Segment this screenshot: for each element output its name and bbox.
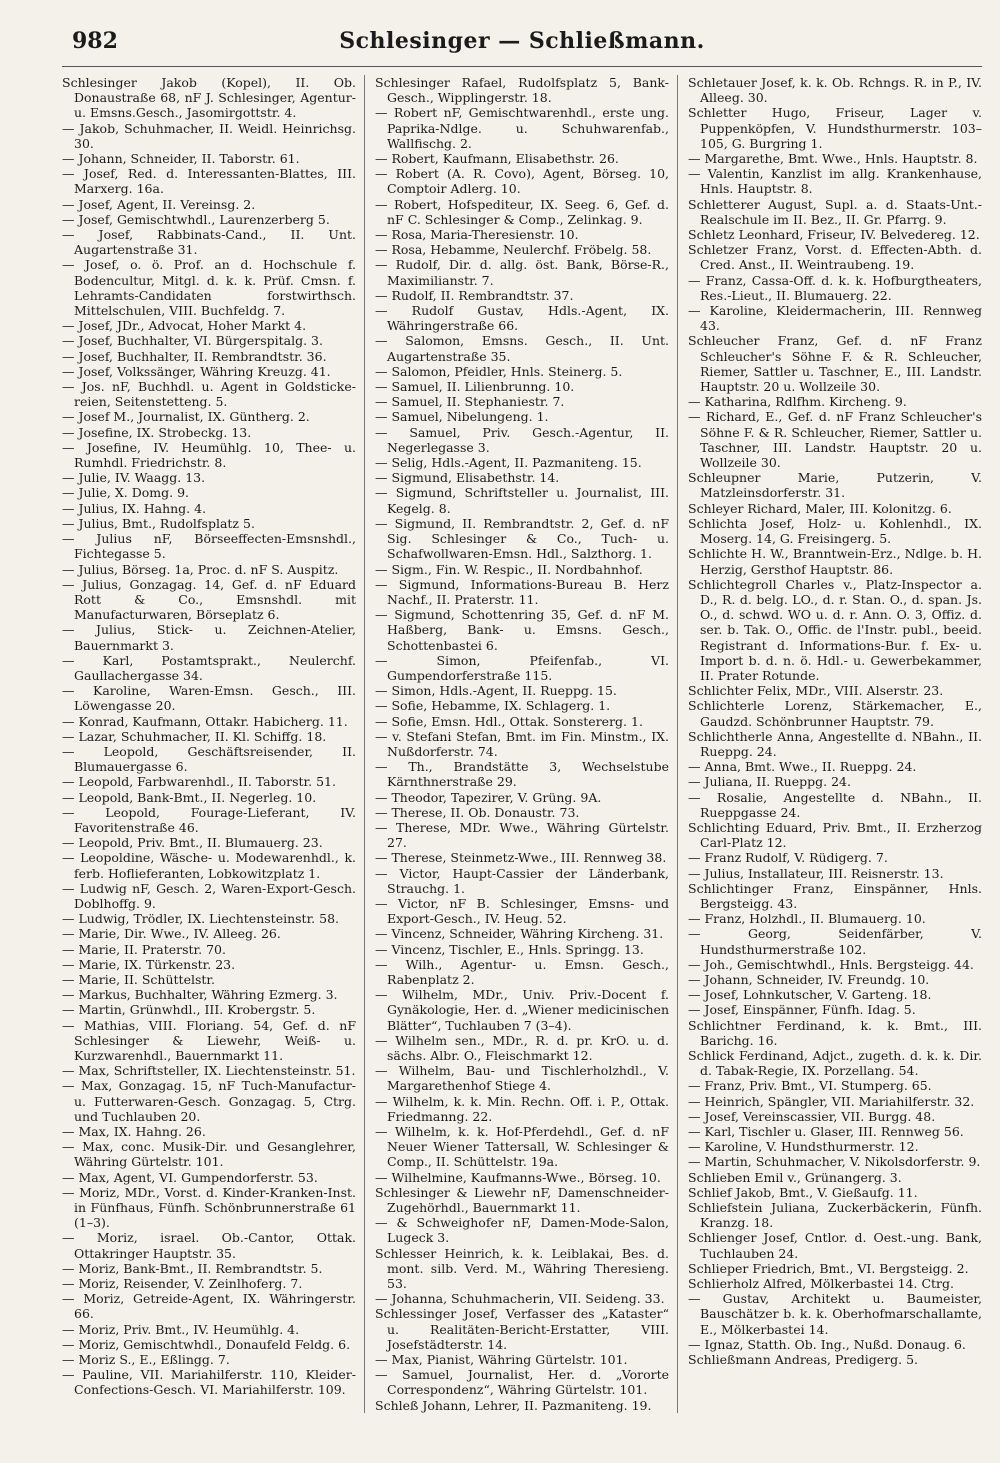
directory-entry: — Anna, Bmt. Wwe., II. Rueppg. 24. bbox=[688, 759, 917, 775]
directory-entry: — Josef, Agent, II. Vereinsg. 2. bbox=[62, 196, 256, 212]
directory-entry: — Karoline, Kleidermacherin, III. Rennweg 43. bbox=[688, 303, 982, 334]
directory-entry: — Franz, Holzhdl., II. Blumauerg. 10. bbox=[688, 911, 926, 927]
directory-entry: — Josef, o. ö. Prof. an d. Hochschule f. Bodencultur, Mitgl. d. k. k. Prüf. Cmsn. f. Lehramts-Candidaten forstwirthsch. Mittelschulen, VIII. Buchfeldg. 7. bbox=[62, 257, 356, 319]
directory-entry: — Josefine, IV. Heumühlg. 10, Thee- u. Rumhdl. Friedrichstr. 8. bbox=[62, 439, 356, 471]
directory-entry: Schlieben Emil v., Grünangerg. 3. bbox=[688, 1169, 902, 1185]
directory-entry: — Max, Pianist, Währing Gürtelstr. 101. bbox=[375, 1352, 628, 1368]
directory-entry: Schlichtinger Franz, Einspänner, Hnls. Bergsteigg. 43. bbox=[688, 880, 982, 911]
directory-entry: — Karl, Postamtsprakt., Neulerchf. Gaullachergasse 34. bbox=[62, 652, 356, 683]
directory-entry: — Josef, Buchhalter, VI. Bürgerspitalg. 3. bbox=[62, 333, 323, 349]
directory-entry: — Gustav, Architekt u. Baumeister, Bauschätzer b. k. k. Oberhofmarschallamte, E., Mölkerbastei 14. bbox=[688, 1291, 982, 1337]
directory-entry: — Josef, Rabbinats-Cand., II. Unt. Augartenstraße 31. bbox=[62, 227, 356, 258]
directory-entry: — Moriz, Reisender, V. Zeinlhoferg. 7. bbox=[62, 1276, 303, 1292]
directory-entry: — Wilhelm sen., MDr., R. d. pr. KrO. u. d. sächs. Albr. O., Fleischmarkt 12. bbox=[375, 1032, 669, 1063]
directory-entry: — Martin, Schuhmacher, V. Nikolsdorferstr. 9. bbox=[688, 1154, 981, 1170]
directory-entry: — Ludwig, Trödler, IX. Liechtensteinstr. 58. bbox=[62, 911, 340, 927]
directory-entry: — Sigmund, II. Rembrandtstr. 2, Gef. d. nF Sig. Schlesinger & Co., Tuch- u. Schafwollwaren-Emsn. Hdl., Salzthorg. 1. bbox=[375, 515, 669, 562]
directory-entry: — Leopold, Priv. Bmt., II. Blumauerg. 23. bbox=[62, 835, 323, 851]
directory-entry: — Robert nF, Gemischtwarenhdl., erste ung. Paprika-Ndlge. u. Schuhwarenfab., Wallfischg. 2. bbox=[375, 105, 669, 151]
directory-entry: Schliefstein Juliana, Zuckerbäckerin, Fünfh. Kranzg. 18. bbox=[688, 1200, 982, 1231]
directory-entry: — Vincenz, Tischler, E., Hnls. Springg. 13. bbox=[375, 941, 644, 957]
directory-entry: — Josef, Volkssänger, Währing Kreuzg. 41. bbox=[62, 363, 331, 379]
directory-entry: Schlichte H. W., Branntwein-Erz., Ndlge. b. H. Herzig, Gersthof Hauptstr. 86. bbox=[688, 546, 982, 577]
directory-entry: — Max, conc. Musik-Dir. und Gesanglehrer, Währing Gürtelstr. 101. bbox=[62, 1139, 356, 1170]
directory-entry: — Mathias, VIII. Floriang. 54, Gef. d. nF Schlesinger & Liewehr, Weiß- u. Kurzwarenhdl., Bauernmarkt 11. bbox=[62, 1017, 356, 1063]
directory-entry: Schleyer Richard, Maler, III. Kolonitzg. 6. bbox=[688, 500, 952, 516]
directory-entry: — Ludwig nF, Gesch. 2, Waren-Export-Gesch. Doblhoffg. 9. bbox=[62, 880, 356, 911]
directory-entry: — Lazar, Schuhmacher, II. Kl. Schiffg. 18. bbox=[62, 728, 327, 744]
directory-entry: — Rudolf, II. Rembrandtstr. 37. bbox=[375, 287, 574, 303]
directory-entry: — Josef, Einspänner, Fünfh. Idag. 5. bbox=[688, 1002, 916, 1018]
directory-entry: — Martin, Grünwhdl., III. Krobergstr. 5. bbox=[62, 1002, 316, 1018]
directory-entry: — Sigmund, Informations-Bureau B. Herz Nachf., II. Praterstr. 11. bbox=[375, 576, 669, 607]
directory-entry: — Johann, Schneider, II. Taborstr. 61. bbox=[62, 151, 300, 167]
directory-entry: — Th., Brandstätte 3, Wechselstube Kärnthnerstraße 29. bbox=[375, 759, 669, 790]
directory-entry: — Robert (A. R. Covo), Agent, Börseg. 10, Comptoir Adlerg. 10. bbox=[375, 166, 669, 197]
directory-entry: — Margarethe, Bmt. Wwe., Hnls. Hauptstr. 8. bbox=[688, 151, 978, 167]
directory-entry: — Rosalie, Angestellte d. NBahn., II. Rueppgasse 24. bbox=[688, 789, 982, 820]
directory-entry: — Ignaz, Statth. Ob. Ing., Nußd. Donaug. 6. bbox=[688, 1336, 966, 1352]
directory-entry: Schlienger Josef, Cntlor. d. Oest.-ung. Bank, Tuchlauben 24. bbox=[688, 1230, 982, 1261]
directory-entry: — Josef, JDr., Advocat, Hoher Markt 4. bbox=[62, 318, 307, 334]
directory-entry: — Samuel, Nibelungeng. 1. bbox=[375, 409, 549, 425]
directory-entry: Schlichtner Ferdinand, k. k. Bmt., III. Barichg. 16. bbox=[688, 1017, 982, 1048]
directory-entry: — Franz, Cassa-Off. d. k. k. Hofburgtheaters, Res.-Lieut., II. Blumauerg. 22. bbox=[688, 272, 982, 303]
directory-entry: — Josef, Gemischtwhdl., Laurenzerberg 5. bbox=[62, 211, 330, 227]
directory-entry: — Rosa, Maria-Theresienstr. 10. bbox=[375, 227, 579, 243]
running-head: Schlesinger — Schließmann. bbox=[339, 28, 705, 54]
directory-entry: — & Schweighofer nF, Damen-Mode-Salon, Lugeck 3. bbox=[375, 1215, 669, 1246]
directory-entry: Schleucher Franz, Gef. d. nF Franz Schleucher's Söhne F. & R. Schleucher, Riemer, Sattler u. Taschner, E., III. Landstr. Hauptstr. 20 u. Wollzeile 30. bbox=[688, 333, 982, 395]
directory-entry: — Wilhelm, k. k. Min. Rechn. Off. i. P., Ottak. Friedmanng. 22. bbox=[375, 1093, 669, 1124]
directory-entry: — Wilhelm, k. k. Hof-Pferdehdl., Gef. d. nF Neuer Wiener Tattersall, W. Schlesinger & Comp., II. Schüttelstr. 19a. bbox=[375, 1124, 669, 1170]
directory-entry: Schlichting Eduard, Priv. Bmt., II. Erzherzog Carl-Platz 12. bbox=[688, 819, 982, 851]
directory-entry: — Georg, Seidenfärber, V. Hundsthurmerstraße 102. bbox=[688, 926, 982, 957]
directory-entry: — Salomon, Emsns. Gesch., II. Unt. Augartenstraße 35. bbox=[375, 333, 669, 364]
directory-entry: — Max, Agent, VI. Gumpendorferstr. 53. bbox=[62, 1169, 318, 1185]
directory-entry: — Salomon, Pfeidler, Hnls. Steinerg. 5. bbox=[375, 363, 623, 379]
column-middle bbox=[375, 75, 678, 1413]
directory-entry: — Samuel, II. Stephaniestr. 7. bbox=[375, 394, 565, 410]
directory-entry: — Rudolf, Dir. d. allg. öst. Bank, Börse-R., Maximilianstr. 7. bbox=[375, 257, 669, 288]
directory-entry: — Leopold, Farbwarenhdl., II. Taborstr. 51. bbox=[62, 774, 336, 790]
columns bbox=[62, 75, 982, 1413]
directory-entry: — Josef, Red. d. Interessanten-Blattes, III. Marxerg. 16a. bbox=[62, 166, 356, 197]
directory-entry: — Wilhelm, Bau- und Tischlerholzhdl., V. Margarethenhof Stiege 4. bbox=[375, 1063, 669, 1094]
directory-entry: — Julius, Stick- u. Zeichnen-Atelier, Bauernmarkt 3. bbox=[62, 622, 356, 653]
directory-entry: — Karoline, Waren-Emsn. Gesch., III. Löwengasse 20. bbox=[62, 683, 356, 714]
directory-entry: — Jakob, Schuhmacher, II. Weidl. Heinrichsg. 30. bbox=[62, 120, 356, 151]
directory-entry: — Joh., Gemischtwhdl., Hnls. Bergsteigg. 44. bbox=[688, 956, 974, 972]
directory-entry: — Richard, E., Gef. d. nF Franz Schleucher's Söhne F. & R. Schleucher, Riemer, Sattler u. Taschner, III. Landstr. Hauptstr. 20 u. Wollzeile 30. bbox=[688, 409, 982, 471]
directory-entry: Schlichterle Lorenz, Stärkemacher, E., Gaudzd. Schönbrunner Hauptstr. 79. bbox=[688, 698, 982, 729]
directory-entry: — Rudolf Gustav, Hdls.-Agent, IX. Währingerstraße 66. bbox=[375, 303, 669, 334]
directory-entry: — Selig, Hdls.-Agent, II. Pazmaniteng. 15. bbox=[375, 455, 642, 471]
column-left bbox=[62, 75, 365, 1413]
directory-entry: Schlesinger & Liewehr nF, Damenschneider-Zugehörhdl., Bauernmarkt 11. bbox=[375, 1184, 669, 1216]
directory-entry: — Moriz, MDr., Vorst. d. Kinder-Kranken-Inst. in Fünfhaus, Fünfh. Schönbrunnerstraße 61 (1–3). bbox=[62, 1184, 356, 1231]
directory-entry: Schlick Ferdinand, Adjct., zugeth. d. k. k. Dir. d. Tabak-Regie, IX. Porzellang. 54. bbox=[688, 1048, 982, 1079]
directory-entry: — Julius, IX. Hahng. 4. bbox=[62, 500, 207, 516]
directory-entry: — Sigmund, Schottenring 35, Gef. d. nF M. Haßberg, Bank- u. Emsns. Gesch., Schottenbastei 6. bbox=[375, 607, 669, 653]
directory-entry: — Moriz, israel. Ob.-Cantor, Ottak. Ottakringer Hauptstr. 35. bbox=[62, 1230, 356, 1261]
directory-entry: — Markus, Buchhalter, Währing Ezmerg. 3. bbox=[62, 987, 338, 1003]
directory-entry: — Theodor, Tapezirer, V. Grüng. 9A. bbox=[375, 789, 602, 805]
directory-entry: — Therese, MDr. Wwe., Währing Gürtelstr. 27. bbox=[375, 819, 669, 851]
directory-entry: — Max, Schriftsteller, IX. Liechtensteinstr. 51. bbox=[62, 1063, 356, 1079]
directory-entry: — Heinrich, Spängler, VII. Mariahilferstr. 32. bbox=[688, 1093, 975, 1109]
directory-entry: — Wilh., Agentur- u. Emsn. Gesch., Rabenplatz 2. bbox=[375, 956, 669, 987]
directory-entry: — Leopoldine, Wäsche- u. Modewarenhdl., k. ferb. Hoflieferanten, Lobkowitzplatz 1. bbox=[62, 850, 356, 881]
directory-entry: — Katharina, Rdlfhm. Kircheng. 9. bbox=[688, 394, 907, 410]
directory-entry: — Samuel, Journalist, Her. d. „Vororte Correspondenz“, Währing Gürtelstr. 101. bbox=[375, 1367, 669, 1398]
directory-entry: — Moriz, Gemischtwhdl., Donaufeld Feldg. 6. bbox=[62, 1336, 351, 1352]
directory-entry: — Jos. nF, Buchhdl. u. Agent in Goldsticke-reien, Seitenstetteng. 5. bbox=[62, 379, 356, 410]
directory-entry: — Julius, Installateur, III. Reisnerstr. 13. bbox=[688, 865, 944, 881]
directory-entry: — Sofie, Emsn. Hdl., Ottak. Sonstererg. 1. bbox=[375, 713, 643, 729]
directory-entry: Schlichtegroll Charles v., Platz-Inspector a. D., R. d. belg. LO., d. r. Stan. O., d. span. Js. O., d. schwd. WO u. d. r. Ann. O. 3, Offiz. d. ser. b. Tak. O., Offic. de l'Instr. publ., beeid. Registrant d. Informations-Bur. f. Ex- u. Import b. d. n. ö. Hdl.- u. Gewerbekammer, II. Prater Rotunde. bbox=[688, 576, 982, 683]
directory-entry: Schletter Hugo, Friseur, Lager v. Puppenköpfen, V. Hundsthurmerstr. 103–105, G. Burgring 1. bbox=[688, 105, 982, 151]
directory-entry: — Marie, Dir. Wwe., IV. Alleeg. 26. bbox=[62, 926, 281, 942]
directory-entry: — Julie, IV. Waagg. 13. bbox=[62, 470, 206, 486]
directory-entry: — Marie, II. Schüttelstr. bbox=[62, 971, 215, 987]
directory-entry: — Franz, Priv. Bmt., VI. Stumperg. 65. bbox=[688, 1078, 932, 1094]
directory-entry: — Robert, Kaufmann, Elisabethstr. 26. bbox=[375, 151, 619, 167]
directory-entry: Schlief Jakob, Bmt., V. Gießaufg. 11. bbox=[688, 1184, 918, 1200]
directory-entry: — Simon, Pfeifenfab., VI. Gumpendorferstraße 115. bbox=[375, 652, 669, 683]
directory-entry: Schletauer Josef, k. k. Ob. Rchngs. R. in P., IV. Alleeg. 30. bbox=[688, 75, 982, 106]
directory-entry: — Wilhelmine, Kaufmanns-Wwe., Börseg. 10. bbox=[375, 1169, 661, 1185]
directory-entry: — Max, IX. Hahng. 26. bbox=[62, 1124, 206, 1140]
directory-entry: — v. Stefani Stefan, Bmt. im Fin. Minstm., IX. Nußdorferstr. 74. bbox=[375, 728, 669, 759]
directory-entry: — Julius nF, Börseeffecten-Emsnshdl., Fichtegasse 5. bbox=[62, 531, 356, 562]
directory-entry: — Marie, II. Praterstr. 70. bbox=[62, 941, 226, 957]
directory-entry: — Max, Gonzagag. 15, nF Tuch-Manufactur- u. Futterwaren-Gesch. Gonzagag. 5, Ctrg. und Tuchlauben 20. bbox=[62, 1078, 356, 1124]
directory-entry: — Josef, Vereinscassier, VII. Burgg. 48. bbox=[688, 1108, 936, 1124]
directory-entry: — Moriz, Priv. Bmt., IV. Heumühlg. 4. bbox=[62, 1321, 300, 1337]
directory-entry: Schletz Leonhard, Friseur, IV. Belvedereg. 12. bbox=[688, 227, 980, 243]
directory-entry: — Josef, Buchhalter, II. Rembrandtstr. 36. bbox=[62, 348, 327, 364]
directory-entry: — Johanna, Schuhmacherin, VII. Seideng. 33. bbox=[375, 1291, 665, 1307]
directory-entry: Schleupner Marie, Putzerin, V. Matzleinsdorferstr. 31. bbox=[688, 470, 982, 501]
directory-entry: — Leopold, Bank-Bmt., II. Negerleg. 10. bbox=[62, 789, 317, 805]
directory-entry: — Julie, X. Domg. 9. bbox=[62, 485, 189, 501]
directory-entry: — Julius, Bmt., Rudolfsplatz 5. bbox=[62, 515, 255, 531]
directory-entry: — Valentin, Kanzlist im allg. Krankenhause, Hnls. Hauptstr. 8. bbox=[688, 166, 982, 197]
directory-entry: — Robert, Hofspediteur, IX. Seeg. 6, Gef. d. nF C. Schlesinger & Comp., Zelinkag. 9. bbox=[375, 196, 669, 227]
directory-entry: — Josefine, IX. Strobeckg. 13. bbox=[62, 424, 252, 440]
directory-entry: — Pauline, VII. Mariahilferstr. 110, Kleider-Confections-Gesch. VI. Mariahilferstr. 109. bbox=[62, 1367, 356, 1398]
directory-entry: — Victor, Haupt-Cassier der Länderbank, Strauchg. 1. bbox=[375, 865, 669, 896]
directory-entry: — Julius, Gonzagag. 14, Gef. d. nF Eduard Rott & Co., Emsnshdl. mit Manufacturwaren, Börseplatz 6. bbox=[62, 576, 356, 623]
directory-entry: — Moriz, Getreide-Agent, IX. Währingerstr. 66. bbox=[62, 1291, 356, 1322]
directory-entry: — Karl, Tischler u. Glaser, III. Rennweg 56. bbox=[688, 1124, 964, 1140]
directory-entry: Schlichter Felix, MDr., VIII. Alserstr. 23. bbox=[688, 683, 944, 699]
directory-entry: — Johann, Schneider, IV. Freundg. 10. bbox=[688, 971, 930, 987]
column-right bbox=[688, 75, 982, 1413]
directory-entry: Schletzer Franz, Vorst. d. Effecten-Abth. d. Cred. Anst., II. Weintraubeng. 19. bbox=[688, 242, 982, 273]
directory-entry: Schletterer August, Supl. a. d. Staats-Unt.-Realschule im II. Bez., II. Gr. Pfarrg. 9. bbox=[688, 196, 982, 227]
directory-entry: — Josef M., Journalist, IX. Güntherg. 2. bbox=[62, 409, 310, 425]
directory-entry: — Rosa, Hebamme, Neulerchf. Fröbelg. 58. bbox=[375, 242, 652, 258]
directory-entry: — Wilhelm, MDr., Univ. Priv.-Docent f. Gynäkologie, Her. d. „Wiener medicinischen Blätter“, Tuchlauben 7 (3–4). bbox=[375, 987, 669, 1033]
directory-entry: — Karoline, V. Hundsthurmerstr. 12. bbox=[688, 1139, 919, 1155]
directory-entry: — Sigm., Fin. W. Respic., II. Nordbahnhof. bbox=[375, 561, 643, 577]
directory-entry: — Josef, Lohnkutscher, V. Garteng. 18. bbox=[688, 987, 932, 1003]
directory-entry: — Therese, II. Ob. Donaustr. 73. bbox=[375, 804, 580, 820]
directory-entry: — Leopold, Fourage-Lieferant, IV. Favoritenstraße 46. bbox=[62, 804, 356, 835]
directory-entry: — Sigmund, Schriftsteller u. Journalist, III. Kegelg. 8. bbox=[375, 485, 669, 516]
directory-entry: Schlichtherle Anna, Angestellte d. NBahn., II. Rueppg. 24. bbox=[688, 728, 982, 759]
directory-entry: — Sigmund, Elisabethstr. 14. bbox=[375, 470, 560, 486]
page-header bbox=[62, 26, 982, 67]
directory-entry: — Franz Rudolf, V. Rüdigerg. 7. bbox=[688, 850, 888, 866]
directory-entry: — Juliana, II. Rueppg. 24. bbox=[688, 774, 851, 790]
directory-entry: — Moriz, Bank-Bmt., II. Rembrandtstr. 5. bbox=[62, 1260, 323, 1276]
directory-entry: Schleß Johann, Lehrer, II. Pazmaniteng. 19. bbox=[375, 1397, 652, 1413]
directory-entry: — Therese, Steinmetz-Wwe., III. Rennweg 38. bbox=[375, 850, 667, 866]
directory-entry: — Sofie, Hebamme, IX. Schlagerg. 1. bbox=[375, 698, 611, 714]
directory-entry: Schlierholz Alfred, Mölkerbastei 14. Ctrg. bbox=[688, 1276, 955, 1292]
directory-entry: Schlieper Friedrich, Bmt., VI. Bergsteigg. 2. bbox=[688, 1260, 969, 1276]
directory-entry: — Victor, nF B. Schlesinger, Emsns- und Export-Gesch., IV. Heug. 52. bbox=[375, 895, 669, 927]
directory-entry: — Samuel, II. Lilienbrunng. 10. bbox=[375, 379, 575, 395]
directory-entry: Schlesinger Rafael, Rudolfsplatz 5, Bank-Gesch., Wipplingerstr. 18. bbox=[375, 75, 669, 106]
directory-entry: — Julius, Börseg. 1a, Proc. d. nF S. Auspitz. bbox=[62, 561, 339, 577]
page-number: 982 bbox=[72, 28, 118, 54]
directory-entry: Schlesser Heinrich, k. k. Leiblakai, Bes. d. mont. silb. Verd. M., Währing Theresieng. 53. bbox=[375, 1245, 669, 1292]
directory-entry: Schließmann Andreas, Predigerg. 5. bbox=[688, 1352, 919, 1368]
directory-entry: — Leopold, Geschäftsreisender, II. Blumauergasse 6. bbox=[62, 743, 356, 775]
directory-entry: Schlesinger Jakob (Kopel), II. Ob. Donaustraße 68, nF J. Schlesinger, Agentur- u. Emsns.Gesch., Jasomirgottstr. 4. bbox=[62, 75, 356, 121]
directory-entry: — Marie, IX. Türkenstr. 23. bbox=[62, 956, 236, 972]
directory-entry: Schlichta Josef, Holz- u. Kohlenhdl., IX. Moserg. 14, G. Freisingerg. 5. bbox=[688, 515, 982, 547]
directory-entry: — Vincenz, Schneider, Währing Kircheng. 31. bbox=[375, 926, 664, 942]
directory-entry: — Samuel, Priv. Gesch.-Agentur, II. Negerlegasse 3. bbox=[375, 424, 669, 455]
directory-entry: Schlessinger Josef, Verfasser des „Kataster“ u. Realitäten-Bericht-Erstatter, VIII. Josefstädterstr. 14. bbox=[375, 1306, 669, 1352]
directory-entry: — Simon, Hdls.-Agent, II. Rueppg. 15. bbox=[375, 683, 617, 699]
directory-entry: — Moriz S., E., Eßlingg. 7. bbox=[62, 1352, 230, 1368]
directory-entry: — Konrad, Kaufmann, Ottakr. Habicherg. 11. bbox=[62, 713, 348, 729]
